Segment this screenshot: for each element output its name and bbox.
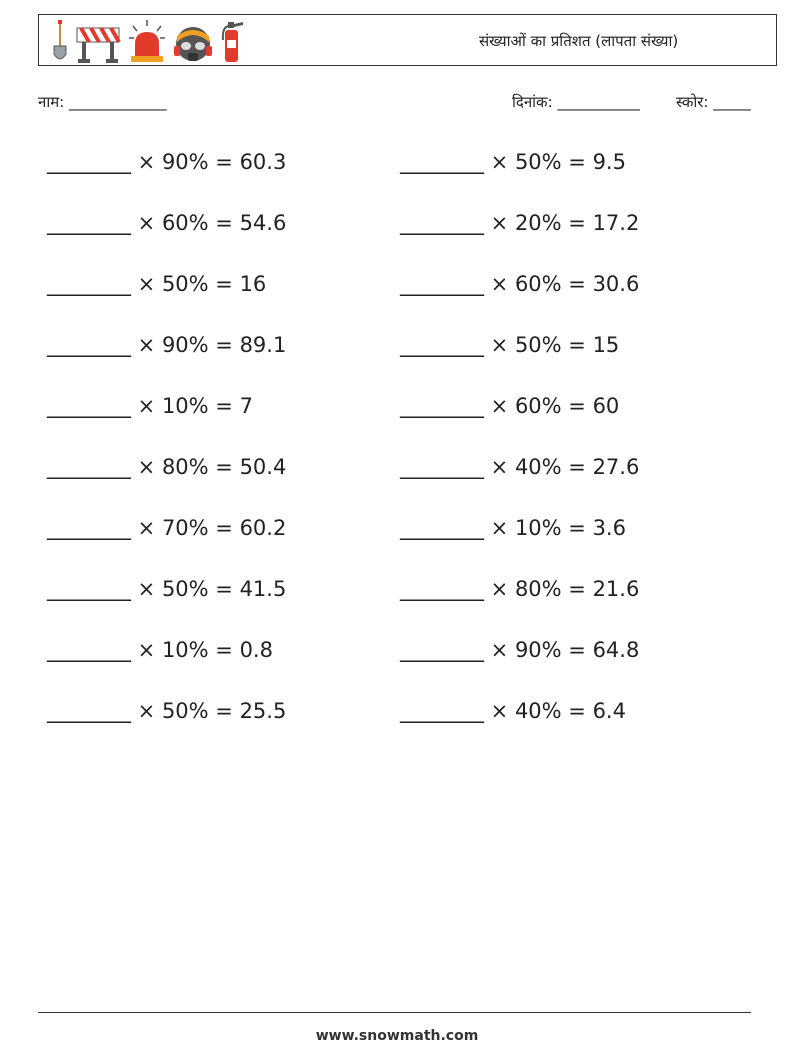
footer-divider xyxy=(38,1012,751,1013)
header-icons xyxy=(51,18,245,64)
problem-item: ________ × 60% = 54.6 xyxy=(47,211,287,235)
problem-item: ________ × 10% = 0.8 xyxy=(47,638,273,662)
problem-item: ________ × 90% = 64.8 xyxy=(400,638,640,662)
worksheet-title: संख्याओं का प्रतिशत (लापता संख्या) xyxy=(479,32,679,50)
problem-item: ________ × 60% = 30.6 xyxy=(400,272,640,296)
problem-item: ________ × 50% = 9.5 xyxy=(400,150,626,174)
problem-item: ________ × 70% = 60.2 xyxy=(47,516,287,540)
shovel-icon xyxy=(51,18,69,64)
problem-item: ________ × 40% = 6.4 xyxy=(400,699,626,723)
footer-site-link[interactable]: www.snowmath.com xyxy=(315,1028,479,1044)
problem-item: ________ × 10% = 3.6 xyxy=(400,516,626,540)
problem-item: ________ × 80% = 21.6 xyxy=(400,577,640,601)
problem-item: ________ × 10% = 7 xyxy=(47,394,253,418)
worksheet-header xyxy=(38,14,777,66)
problem-item: ________ × 50% = 15 xyxy=(400,333,620,357)
problem-item: ________ × 80% = 50.4 xyxy=(47,455,287,479)
problem-item: ________ × 50% = 41.5 xyxy=(47,577,287,601)
problem-item: ________ × 20% = 17.2 xyxy=(400,211,640,235)
problem-item: ________ × 50% = 25.5 xyxy=(47,699,287,723)
gas-mask-icon xyxy=(173,24,213,64)
siren-icon xyxy=(127,18,167,64)
score-field-label: स्कोर: _____ xyxy=(676,93,751,111)
problem-item: ________ × 90% = 60.3 xyxy=(47,150,287,174)
problem-item: ________ × 60% = 60 xyxy=(400,394,620,418)
road-barrier-icon xyxy=(75,24,121,64)
date-field-label: दिनांक: ___________ xyxy=(512,93,640,111)
fire-extinguisher-icon xyxy=(219,18,245,64)
problem-item: ________ × 40% = 27.6 xyxy=(400,455,640,479)
problem-item: ________ × 50% = 16 xyxy=(47,272,267,296)
name-field-label: नाम: _____________ xyxy=(38,93,167,111)
problem-item: ________ × 90% = 89.1 xyxy=(47,333,287,357)
